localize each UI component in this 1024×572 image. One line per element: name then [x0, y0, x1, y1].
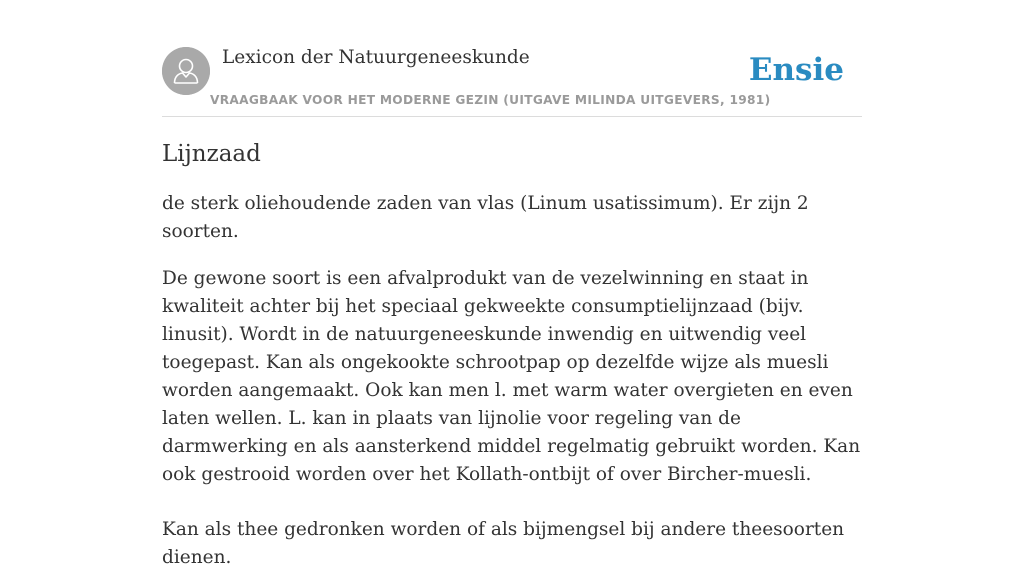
entry-content: [162, 138, 862, 572]
book-subtitle: VRAAGBAAK VOOR HET MODERNE GEZIN (UITGAVE MILINDA UITGEVERS, 1981): [210, 93, 771, 107]
entry-definition: de sterk oliehoudende zaden van vlas (Linum usatissimum). Er zijn 2 soorten.: [162, 193, 809, 242]
entry-title: Lijnzaad: [162, 141, 261, 167]
user-icon[interactable]: [162, 47, 210, 95]
book-header: [162, 46, 862, 117]
entry-paragraph: De gewone soort is een afvalprodukt van de vezelwinning en staat in kwaliteit achter bij het speciaal gekweekte consumptielijnzaad (bijv. linusit). Wordt in de natuurgeneeskunde inwendig en uitwendig veel toegepast. Kan als ongekookte schrootpap op dezelfde wijze als muesli worden aangemaakt. Ook kan men l. met warm water overgieten en even laten wellen. L. kan in plaats van lijnolie voor regeling van de darmwerking en als aansterkend middel regelmatig gebruikt worden. Kan ook gestrooid worden over het Kollath-ontbijt of over Bircher-muesli.: [162, 268, 861, 485]
entry-paragraph: Kan als thee gedronken worden of als bijmengsel bij andere theesoorten dienen.: [162, 519, 845, 568]
ensie-logo[interactable]: Ensie: [748, 52, 844, 88]
book-title[interactable]: Lexicon der Natuurgeneeskunde: [222, 47, 530, 68]
